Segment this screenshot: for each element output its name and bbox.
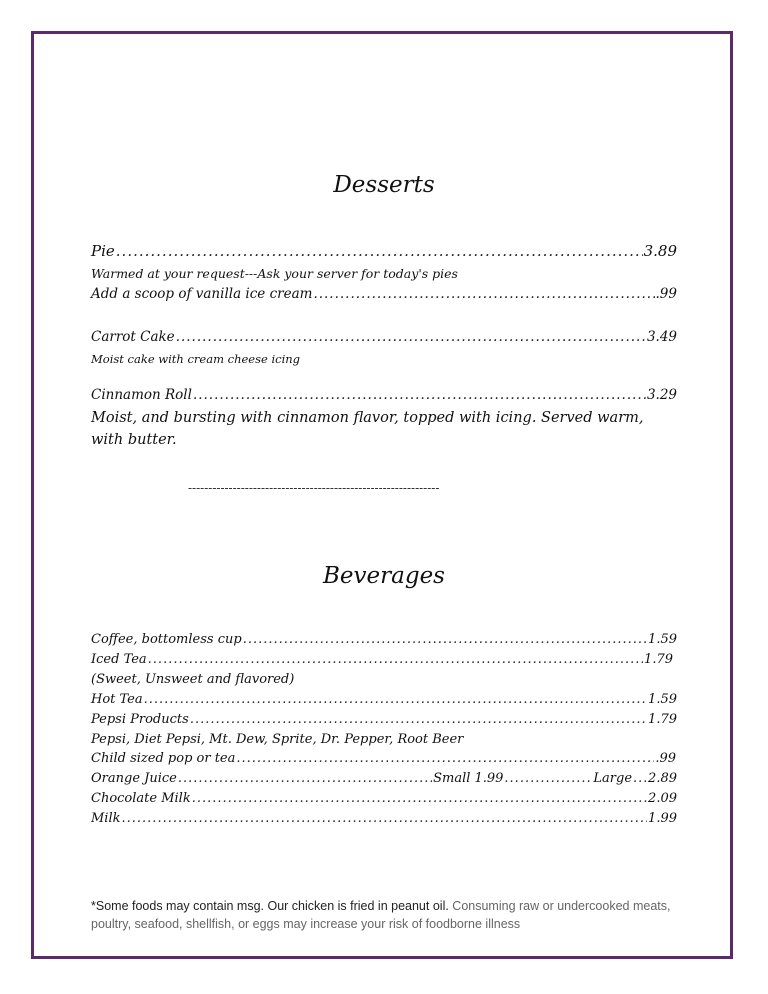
item-name: Chocolate Milk xyxy=(91,791,191,806)
item-price: 1.99 xyxy=(648,811,677,826)
iced-tea-note: (Sweet, Unsweet and flavored) xyxy=(91,672,295,687)
item-price: 1.79 xyxy=(644,652,673,667)
item-name: Pepsi Products xyxy=(91,712,189,727)
item-name: Hot Tea xyxy=(91,692,143,707)
carrot-cake-note: Moist cake with cream cheese icing xyxy=(91,352,301,366)
item-price: 3.89 xyxy=(643,242,677,260)
item-name: Pie xyxy=(91,242,115,260)
item-price: 2.09 xyxy=(648,791,677,806)
leader-dots xyxy=(190,712,647,727)
item-price: 3.49 xyxy=(646,329,677,345)
menu-item-hot-tea xyxy=(91,692,677,707)
pie-note: Warmed at your request---Ask your server for today's pies xyxy=(91,266,458,281)
menu-item-coffee xyxy=(91,632,677,647)
leader-dots xyxy=(633,771,647,786)
menu-item-cinnamon-roll xyxy=(91,387,677,403)
small-size-label: Small xyxy=(433,771,471,786)
large-size-label: Large xyxy=(593,771,633,786)
item-price: 1.59 xyxy=(648,692,677,707)
cinnamon-roll-description: Moist, and bursting with cinnamon flavor, topped with icing. Served warm, with butter. xyxy=(91,410,644,448)
item-name: Milk xyxy=(91,811,121,826)
footer-msg-text: *Some foods may contain msg. Our chicken is fried in peanut oil. xyxy=(91,899,449,913)
large-size-price: 2.89 xyxy=(648,771,677,786)
menu-item-pepsi-products xyxy=(91,712,677,727)
leader-dots xyxy=(176,329,646,345)
menu-item-ice-cream xyxy=(91,286,677,302)
leader-dots xyxy=(148,652,643,667)
menu-item-carrot-cake xyxy=(91,329,677,345)
item-name: Orange Juice xyxy=(91,771,177,786)
item-price: 3.29 xyxy=(646,387,677,403)
menu-item-chocolate-milk xyxy=(91,791,677,806)
menu-item-milk xyxy=(91,811,677,826)
leader-dots xyxy=(504,771,592,786)
menu-item-pie xyxy=(91,242,677,260)
leader-dots xyxy=(116,242,643,260)
item-name: Iced Tea xyxy=(91,652,147,667)
item-price: .99 xyxy=(655,751,676,766)
footer-consumption-warning: Consuming raw or undercooked meats, poultry, seafood, shellfish, or eggs may increase your risk of foodborne illness xyxy=(91,899,671,931)
beverages-heading: Beverages xyxy=(323,563,445,589)
menu-item-iced-tea xyxy=(91,652,673,667)
leader-dots xyxy=(193,387,646,403)
leader-dots xyxy=(243,632,647,647)
desserts-heading: Desserts xyxy=(333,172,435,198)
leader-dots xyxy=(122,811,648,826)
menu-item-child-drink xyxy=(91,751,676,766)
item-name: Cinnamon Roll xyxy=(91,387,192,403)
pepsi-products-note: Pepsi, Diet Pepsi, Mt. Dew, Sprite, Dr. Pepper, Root Beer xyxy=(91,732,464,747)
leader-dots xyxy=(178,771,432,786)
item-name: Child sized pop or tea xyxy=(91,751,236,766)
item-name: Carrot Cake xyxy=(91,329,175,345)
leader-dots xyxy=(236,751,654,766)
leader-dots xyxy=(192,791,647,806)
item-price: 1.59 xyxy=(648,632,677,647)
item-price: 1.79 xyxy=(648,712,677,727)
item-price: .99 xyxy=(655,286,677,302)
leader-dots xyxy=(144,692,647,707)
item-name: Coffee, bottomless cup xyxy=(91,632,242,647)
leader-dots xyxy=(313,286,654,302)
item-name: Add a scoop of vanilla ice cream xyxy=(91,286,313,302)
small-size-price: 1.99 xyxy=(474,771,504,786)
footer-disclaimer xyxy=(91,897,671,933)
menu-item-orange-juice xyxy=(91,771,677,786)
section-divider: -------------------------------------------------------------- xyxy=(188,481,440,495)
